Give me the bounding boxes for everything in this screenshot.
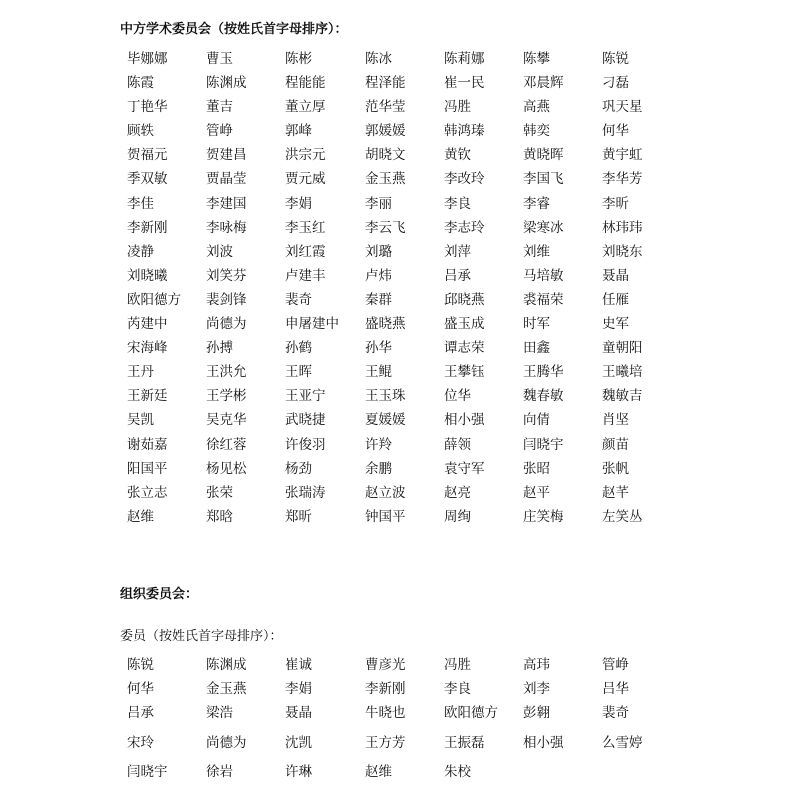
member-name: 巩天星 [602, 99, 643, 116]
member-name: 凌静 [127, 243, 154, 260]
member-name: 王振磊 [444, 735, 485, 751]
member-name: 郑昕 [285, 508, 312, 525]
member-name: 相小强 [523, 735, 564, 751]
member-name: 时军 [523, 316, 550, 333]
member-name: 王玉珠 [365, 388, 406, 405]
member-name: 崔一民 [444, 75, 485, 92]
member-name: 谢茹嘉 [127, 436, 168, 453]
member-name: 徐岩 [206, 764, 233, 780]
member-name: 吴克华 [206, 412, 247, 429]
member-name: 童朝阳 [602, 340, 643, 357]
member-name: 王新廷 [127, 388, 168, 405]
member-name: 季双敏 [127, 171, 168, 188]
member-name: 李新刚 [127, 219, 168, 236]
member-name: 董吉 [206, 99, 233, 116]
member-name: 贺福元 [127, 147, 168, 164]
member-name: 刘维 [523, 243, 550, 260]
member-name: 李咏梅 [206, 219, 247, 236]
member-name: 夏媛媛 [365, 412, 406, 429]
member-name: 赵芊 [602, 484, 629, 501]
member-name: 李新刚 [365, 681, 406, 697]
member-name: 魏春敏 [523, 388, 564, 405]
member-name: 陈冰 [365, 51, 392, 67]
member-name: 谭志荣 [444, 340, 485, 357]
member-name: 贺建昌 [206, 147, 247, 164]
member-name: 徐红蓉 [206, 436, 247, 453]
member-name: 余鹏 [365, 460, 392, 477]
member-name: 闫晓宇 [523, 436, 564, 453]
member-name: 王方芳 [365, 735, 406, 751]
member-name: 韩奕 [523, 123, 550, 140]
member-name: 相小强 [444, 412, 485, 429]
member-name: 秦群 [365, 291, 392, 308]
member-name: 王亚宁 [285, 388, 326, 405]
member-name: 庄笑梅 [523, 508, 564, 525]
member-name: 欧阳德方 [444, 705, 498, 721]
member-name: 陈渊成 [206, 75, 247, 92]
member-name: 薛领 [444, 436, 471, 453]
member-name: 孙华 [365, 340, 392, 357]
member-name: 赵平 [523, 484, 550, 501]
member-name: 高燕 [523, 99, 550, 116]
member-name: 梁寒冰 [523, 219, 564, 236]
member-name: 贾晶莹 [206, 171, 247, 188]
academic-committee-title: 中方学术委员会（按姓氏首字母排序）： [120, 22, 348, 37]
member-name: 赵维 [365, 764, 392, 780]
member-name: 刘晓东 [602, 243, 643, 260]
member-name: 邱晓燕 [444, 291, 485, 308]
member-name: 王洪允 [206, 364, 247, 381]
member-name: 位华 [444, 388, 471, 405]
member-name: 李玉红 [285, 219, 326, 236]
member-name: 李建国 [206, 195, 247, 212]
member-name: 董立厚 [285, 99, 326, 116]
member-name: 金玉燕 [206, 681, 247, 697]
member-name: 郭峰 [285, 123, 312, 140]
member-name: 吕承 [444, 267, 471, 284]
organizing-committee-title: 组织委员会： [120, 587, 199, 602]
member-name: 尚德为 [206, 316, 247, 333]
member-name: 张荣 [206, 484, 233, 501]
member-name: 冯胜 [444, 99, 471, 116]
member-name: 张瑞涛 [285, 484, 326, 501]
member-name: 许羚 [365, 436, 392, 453]
member-name: 裘福荣 [523, 291, 564, 308]
member-name: 马培敏 [523, 267, 564, 284]
member-name: 张帆 [602, 460, 629, 477]
member-name: 曹玉 [206, 51, 233, 67]
member-name: 钟国平 [365, 508, 406, 525]
member-name: 宋玲 [127, 735, 154, 751]
member-name: 刘璐 [365, 243, 392, 260]
member-name: 刘波 [206, 243, 233, 260]
member-name: 李改玲 [444, 171, 485, 188]
member-name: 郭媛媛 [365, 123, 406, 140]
member-name: 管峥 [206, 123, 233, 140]
member-name: 崔诚 [285, 657, 312, 673]
member-name: 刁磊 [602, 75, 629, 92]
member-name: 毕娜娜 [127, 51, 168, 67]
member-name: 颜苗 [602, 436, 629, 453]
member-name: 魏敏吉 [602, 388, 643, 405]
member-name: 王晖 [285, 364, 312, 381]
member-name: 刘晓曦 [127, 267, 168, 284]
member-name: 李睿 [523, 195, 550, 212]
member-name: 王腾华 [523, 364, 564, 381]
member-name: 张昭 [523, 460, 550, 477]
member-name: 林玮玮 [602, 219, 643, 236]
member-name: 杨见松 [206, 460, 247, 477]
member-name: 黄晓晖 [523, 147, 564, 164]
member-name: 刘红霞 [285, 243, 326, 260]
member-name: 陈霞 [127, 75, 154, 92]
member-name: 陈彬 [285, 51, 312, 67]
member-name: 何华 [127, 681, 154, 697]
member-name: 盛晓燕 [365, 316, 406, 333]
member-name: 许俊羽 [285, 436, 326, 453]
member-name: 丁艳华 [127, 99, 168, 116]
member-name: 宋海峰 [127, 340, 168, 357]
member-name: 吕华 [602, 681, 629, 697]
member-name: 史军 [602, 316, 629, 333]
member-name: 沈凯 [285, 735, 312, 751]
member-name: 李国飞 [523, 171, 564, 188]
member-name: 范华莹 [365, 99, 406, 116]
member-name: 闫晓宇 [127, 764, 168, 780]
member-name: 李良 [444, 681, 471, 697]
member-name: 陈攀 [523, 51, 550, 67]
member-name: 盛玉成 [444, 316, 485, 333]
member-name: 贾元威 [285, 171, 326, 188]
member-name: 李昕 [602, 195, 629, 212]
member-name: 李娟 [285, 195, 312, 212]
member-name: 陈渊成 [206, 657, 247, 673]
member-name: 李华芳 [602, 171, 643, 188]
member-name: 黄钦 [444, 147, 471, 164]
member-name: 陈莉娜 [444, 51, 485, 67]
member-name: 许琳 [285, 764, 312, 780]
member-name: 肖坚 [602, 412, 629, 429]
member-name: 向倩 [523, 412, 550, 429]
member-name: 裴剑锋 [206, 291, 247, 308]
member-name: 武晓捷 [285, 412, 326, 429]
member-name: 郑晗 [206, 508, 233, 525]
member-name: 邓晨辉 [523, 75, 564, 92]
member-name: 王曦培 [602, 364, 643, 381]
member-name: 李娟 [285, 681, 312, 697]
member-name: 曹彦光 [365, 657, 406, 673]
member-name: 刘萍 [444, 243, 471, 260]
member-name: 李佳 [127, 195, 154, 212]
member-name: 李良 [444, 195, 471, 212]
member-name: 王丹 [127, 364, 154, 381]
member-name: 卢建丰 [285, 267, 326, 284]
member-name: 管峥 [602, 657, 629, 673]
member-name: 孙鹤 [285, 340, 312, 357]
member-name: 阳国平 [127, 460, 168, 477]
member-name: 尚德为 [206, 735, 247, 751]
member-name: 李丽 [365, 195, 392, 212]
member-name: 聂晶 [602, 267, 629, 284]
member-name: 孙搏 [206, 340, 233, 357]
member-name: 袁守军 [444, 460, 485, 477]
member-name: 陈锐 [602, 51, 629, 67]
member-name: 张立志 [127, 484, 168, 501]
member-name: 聂晶 [285, 705, 312, 721]
member-name: 周绚 [444, 508, 471, 525]
member-name: 陈锐 [127, 657, 154, 673]
member-name: 芮建中 [127, 316, 168, 333]
member-name: 梁浩 [206, 705, 233, 721]
member-name: 左笑丛 [602, 508, 643, 525]
member-name: 顾轶 [127, 123, 154, 140]
organizing-committee-subtitle: 委员（按姓氏首字母排序）： [120, 629, 283, 644]
member-name: 王攀钰 [444, 364, 485, 381]
member-name: 欧阳德方 [127, 291, 181, 308]
member-name: 李志玲 [444, 219, 485, 236]
member-name: 刘李 [523, 681, 550, 697]
member-name: 裴奇 [602, 705, 629, 721]
member-name: 高玮 [523, 657, 550, 673]
member-name: 吴凯 [127, 412, 154, 429]
member-name: 田鑫 [523, 340, 550, 357]
member-name: 洪宗元 [285, 147, 326, 164]
member-name: 程泽能 [365, 75, 406, 92]
member-name: 彭翱 [523, 705, 550, 721]
member-name: 刘笑芬 [206, 267, 247, 284]
member-name: 吕承 [127, 705, 154, 721]
member-name: 程能能 [285, 75, 326, 92]
member-name: 何华 [602, 123, 629, 140]
member-name: 王鲲 [365, 364, 392, 381]
member-name: 黄宇虹 [602, 147, 643, 164]
member-name: 韩鸿瑧 [444, 123, 485, 140]
member-name: 胡晓文 [365, 147, 406, 164]
member-name: 赵亮 [444, 484, 471, 501]
member-name: 申屠建中 [285, 316, 339, 333]
member-name: 赵立波 [365, 484, 406, 501]
member-name: 牛晓也 [365, 705, 406, 721]
member-name: 李云飞 [365, 219, 406, 236]
member-name: 赵维 [127, 508, 154, 525]
member-name: 金玉燕 [365, 171, 406, 188]
member-name: 王学彬 [206, 388, 247, 405]
member-name: 卢炜 [365, 267, 392, 284]
member-name: 杨劲 [285, 460, 312, 477]
member-name: 么雪婷 [602, 735, 643, 751]
member-name: 任雁 [602, 291, 629, 308]
member-name: 冯胜 [444, 657, 471, 673]
member-name: 裴奇 [285, 291, 312, 308]
member-name: 朱校 [444, 764, 471, 780]
